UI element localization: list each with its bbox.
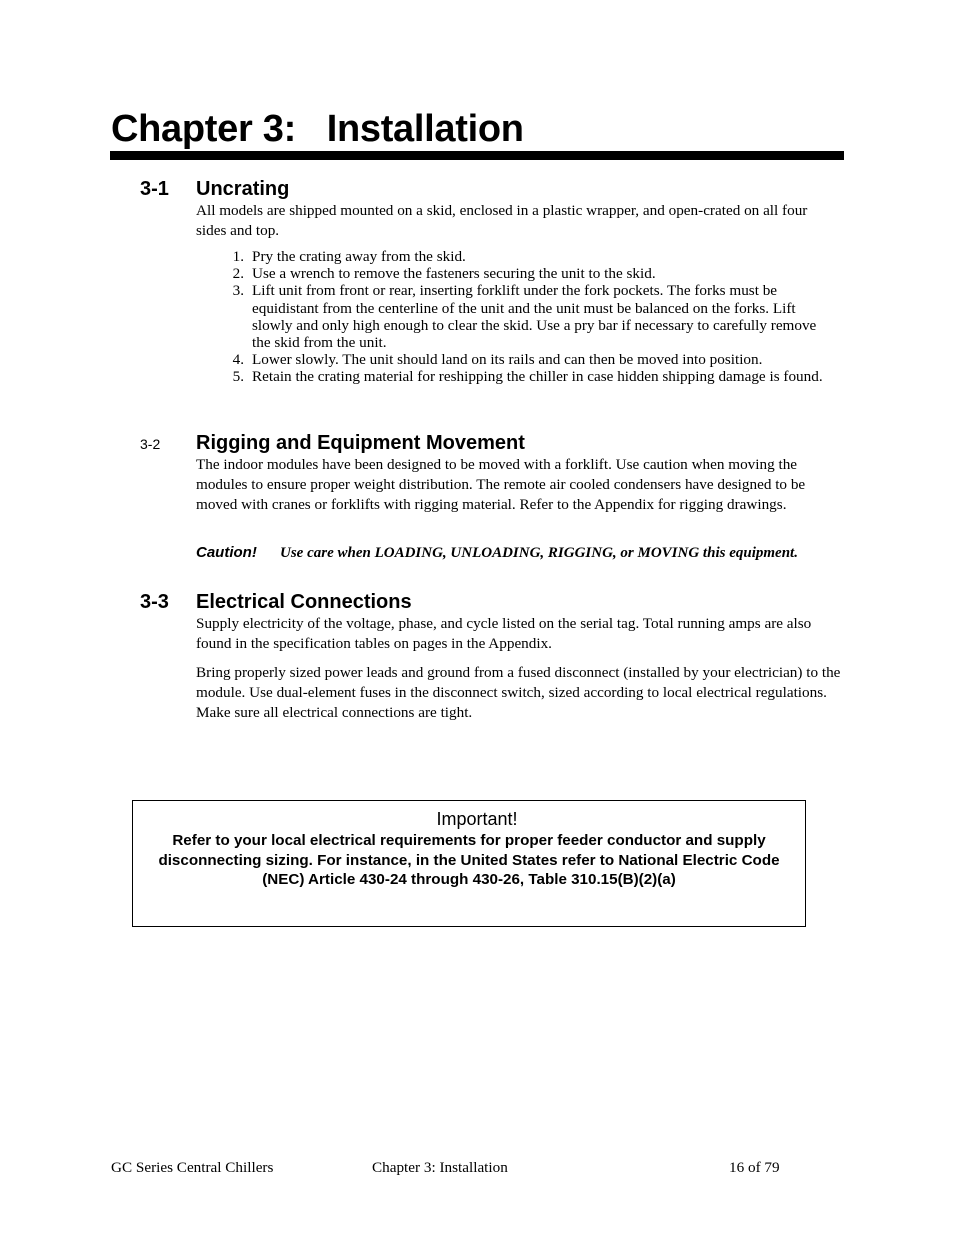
electrical-para-2: Bring properly sized power leads and ground from a fused disconnect (installed by your electrician) to the module. Use dual-element fuses in the disconnect switch, sized according to local electrical regulations. Make sure all electrical connections are tight. <box>196 664 841 721</box>
section-title-electrical: Electrical Connections <box>196 591 412 613</box>
step-number: 1. <box>232 248 244 265</box>
section-number-3-2: 3-2 <box>140 436 161 452</box>
section-title-rigging: Rigging and Equipment Movement <box>196 432 525 454</box>
chapter-title: Chapter 3: Installation <box>111 108 524 150</box>
list-item <box>232 248 837 265</box>
step-number: 3. <box>232 282 244 300</box>
uncrating-intro: All models are shipped mounted on a skid, enclosed in a plastic wrapper, and open-crated on all four sides and top. <box>196 202 808 239</box>
step-text: Use a wrench to remove the fasteners securing the unit to the skid. <box>252 265 656 283</box>
section-title-uncrating: Uncrating <box>196 178 290 200</box>
footer-document-title: GC Series Central Chillers <box>111 1159 274 1176</box>
important-title: Important! <box>436 809 518 829</box>
section-number-3-1: 3-1 <box>140 178 169 200</box>
caution-text: Use care when LOADING, UNLOADING, RIGGING, or MOVING this equipment. <box>280 545 798 561</box>
list-item <box>232 368 837 386</box>
electrical-para-1: Supply electricity of the voltage, phase, and cycle listed on the serial tag. Total running amps are also found in the specification tables on pages in the Appendix. <box>196 615 812 652</box>
title-rule <box>110 151 844 160</box>
list-item <box>232 265 837 283</box>
step-text: Lower slowly. The unit should land on its rails and can then be moved into position. <box>252 351 763 369</box>
step-number: 4. <box>232 351 244 369</box>
caution-label: Caution! <box>196 544 257 561</box>
rigging-body: The indoor modules have been designed to be moved with a forklift. Use caution when moving the modules to ensure proper weight distribution. The remote air cooled condensers have designed to be moved with cranes or forklifts with rigging material. Refer to the Appendix for rigging drawings. <box>196 456 806 513</box>
step-text: Retain the crating material for reshipping the chiller in case hidden shipping damage is found. <box>252 368 823 386</box>
footer-page-number: 16 of 79 <box>729 1159 780 1176</box>
step-text: Pry the crating away from the skid. <box>252 248 466 265</box>
step-number: 5. <box>232 368 244 386</box>
list-item <box>232 282 837 352</box>
important-body: Refer to your local electrical requirements for proper feeder conductor and supply disconnecting sizing. For instance, in the United States refer to National Electric Code (NEC) Article 430-24 through 430-26, Table 310.15(B)(2)(a) <box>158 832 780 888</box>
footer-chapter: Chapter 3: Installation <box>372 1159 508 1176</box>
list-item <box>232 351 837 369</box>
step-number: 2. <box>232 265 244 283</box>
step-text: Lift unit from front or rear, inserting forklift under the fork pockets. The forks must be equidistant from the centerline of the unit and the unit must be balanced on the forks. Lift slowly and only high enough to clear the skid. Use a pry bar if necessary to carefully remove the skid from the unit. <box>252 282 817 352</box>
uncrating-steps-list <box>232 248 837 386</box>
section-number-3-3: 3-3 <box>140 591 169 613</box>
